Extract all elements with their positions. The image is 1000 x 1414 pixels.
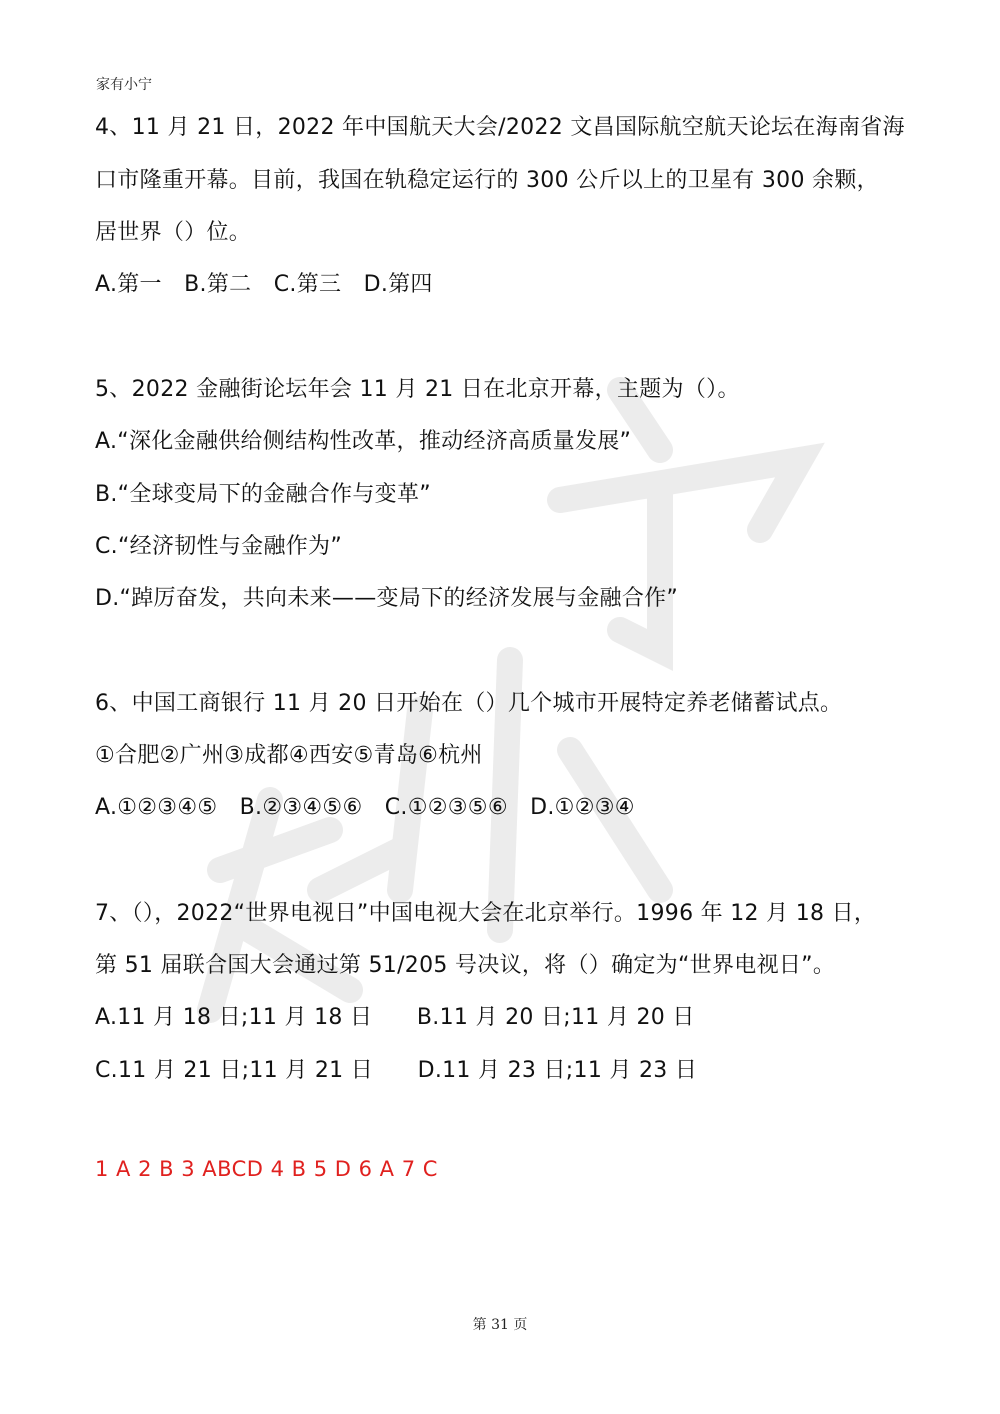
q4-options: A.第一 B.第二 C.第三 D.第四 bbox=[95, 272, 433, 297]
q5-option-c: C.“经济韧性与金融作为” bbox=[95, 534, 343, 559]
q6-question: 6、中国工商银行 11 月 20 日开始在（）几个城市开展特定养老储蓄试点。 bbox=[95, 691, 843, 716]
page-header: 家有小宁 bbox=[96, 77, 152, 93]
q6-cities: ①合肥②广州③成都④西安⑤青岛⑥杭州 bbox=[95, 743, 483, 768]
answer-key: 1 A 2 B 3 ABCD 4 B 5 D 6 A 7 C bbox=[95, 1157, 438, 1181]
q4-line-1: 4、11 月 21 日，2022 年中国航天大会/2022 文昌国际航空航天论坛在海南省海 bbox=[95, 115, 905, 140]
page-number: 第 31 页 bbox=[472, 1317, 528, 1333]
q5-option-d: D.“踔厉奋发，共向未来——变局下的经济发展与金融合作” bbox=[95, 586, 679, 611]
q7-options-ab: A.11 月 18 日;11 月 18 日 B.11 月 20 日;11 月 20 日 bbox=[95, 1005, 695, 1030]
q4-line-2: 口市隆重开幕。目前，我国在轨稳定运行的 300 公斤以上的卫星有 300 余颗， bbox=[95, 168, 879, 193]
q5-option-b: B.“全球变局下的金融合作与变革” bbox=[95, 482, 431, 507]
q7-options-cd: C.11 月 21 日;11 月 21 日 D.11 月 23 日;11 月 23 日 bbox=[95, 1058, 698, 1083]
q5-option-a: A.“深化金融供给侧结构性改革，推动经济高质量发展” bbox=[95, 429, 632, 454]
q6-options: A.①②③④⑤ B.②③④⑤⑥ C.①②③⑤⑥ D.①②③④ bbox=[95, 795, 635, 820]
q7-line-2: 第 51 届联合国大会通过第 51/205 号决议，将（）确定为“世界电视日”。 bbox=[95, 953, 836, 978]
q7-line-1: 7、（），2022“世界电视日”中国电视大会在北京举行。1996 年 12 月 18 日， bbox=[95, 901, 877, 926]
q5-question: 5、2022 金融街论坛年会 11 月 21 日在北京开幕，主题为（）。 bbox=[95, 377, 740, 402]
q4-line-3: 居世界（）位。 bbox=[95, 220, 252, 245]
